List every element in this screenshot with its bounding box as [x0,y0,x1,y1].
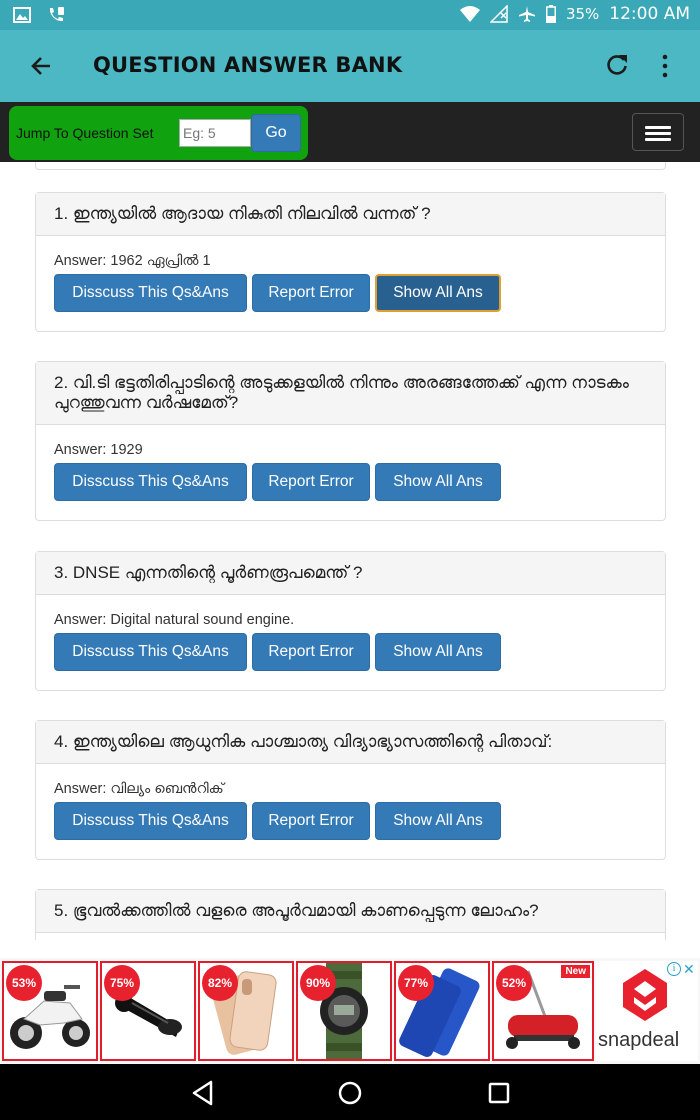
question-text: 4. ഇന്ത്യയിലെ ആധുനിക പാശ്ചാത്യ വിദ്യാഭ്യാസത്തിന്റെ പിതാവ്: [36,721,665,764]
question-panel [35,551,666,691]
clock: 12:00 AM [609,4,690,24]
previous-panel-edge [35,162,666,170]
answer-text: Answer: 1929 [54,442,143,458]
discount-badge: 75% [104,965,140,1001]
ad-product-tile[interactable] [296,961,392,1061]
discuss-button[interactable]: Disscuss This Qs&Ans [54,463,247,501]
discuss-button[interactable]: Disscuss This Qs&Ans [54,633,247,671]
nav-back-icon[interactable] [189,1079,217,1107]
discount-badge: 52% [496,965,532,1001]
call-notification-icon [46,5,66,25]
nav-home-icon[interactable] [336,1079,364,1107]
battery-icon [546,5,556,23]
question-text: 1. ഇന്ത്യയിൽ ആദായ നികുതി നിലവിൽ വന്നത് ? [36,193,665,236]
report-error-button[interactable]: Report Error [252,633,370,671]
page-title: QUESTION ANSWER BANK [93,53,403,77]
discount-badge: 82% [202,965,238,1001]
show-all-answers-button[interactable]: Show All Ans [375,633,501,671]
show-all-answers-button[interactable]: Show All Ans [375,463,501,501]
question-panel [35,889,666,940]
system-navigation-bar [0,1064,700,1120]
hamburger-icon [645,126,671,129]
question-text: 5. ഭൂവൽക്കത്തിൽ വളരെ അപൂർവമായി കാണപ്പെടുന്ന ലോഹം? [36,890,665,933]
report-error-button[interactable]: Report Error [252,274,370,312]
ad-close-icon[interactable]: ✕ [683,961,695,977]
status-bar [0,0,700,30]
question-panel [35,720,666,860]
airplane-mode-icon [518,5,536,23]
ad-product-tile[interactable] [394,961,490,1061]
report-error-button[interactable]: Report Error [252,463,370,501]
question-set-input[interactable] [179,119,251,147]
refresh-icon[interactable] [603,51,631,79]
battery-percent: 35% [565,5,600,23]
ad-product-tile[interactable] [2,961,98,1061]
discount-badge: 53% [6,965,42,1001]
question-panel [35,361,666,521]
answer-text: Answer: വില്യം ബെൻറിക് [54,781,224,797]
question-text: 2. വി.ടി ഭട്ടതിരിപ്പാടിന്റെ അടുക്കളയിൽ നിന്നും അരങ്ങത്തേക്ക് എന്ന നാടകം പുറത്തുവന്ന വർഷമേത്? [36,362,665,425]
signal-off-icon [490,5,508,23]
go-button[interactable]: Go [251,114,301,152]
nav-recents-icon[interactable] [485,1079,513,1107]
ad-product-tile[interactable] [492,961,594,1061]
question-list[interactable] [0,162,700,940]
back-arrow-icon[interactable] [28,52,56,80]
question-panel [35,192,666,332]
discount-badge: 90% [300,965,336,1001]
hamburger-menu-button[interactable] [632,113,684,151]
snapdeal-logo-icon [620,967,670,1023]
report-error-button[interactable]: Report Error [252,802,370,840]
question-text: 3. DNSE എന്നതിന്റെ പൂർണരൂപമെന്ത് ? [36,552,665,595]
answer-text: Answer: Digital natural sound engine. [54,612,295,628]
discuss-button[interactable]: Disscuss This Qs&Ans [54,274,247,312]
jump-to-question-form [9,106,308,160]
gallery-notification-icon [12,5,32,25]
discount-badge: 77% [398,965,434,1001]
ad-product-tile[interactable] [198,961,294,1061]
answer-text: Answer: 1962 ഏപ്രിൽ 1 [54,253,211,269]
show-all-answers-button[interactable]: Show All Ans [375,802,501,840]
new-badge: New [561,965,590,978]
navbar [0,102,700,162]
snapdeal-brand-text: snapdeal [598,1029,680,1051]
ad-product-tile[interactable] [100,961,196,1061]
wifi-icon [460,5,480,23]
discuss-button[interactable]: Disscuss This Qs&Ans [54,802,247,840]
ad-info-icon[interactable]: i [667,962,681,976]
app-bar [0,30,700,102]
jump-label: Jump To Question Set [16,125,154,141]
more-vert-icon[interactable] [654,51,676,81]
show-all-answers-button[interactable]: Show All Ans [375,274,501,312]
ad-banner[interactable] [0,940,700,1064]
